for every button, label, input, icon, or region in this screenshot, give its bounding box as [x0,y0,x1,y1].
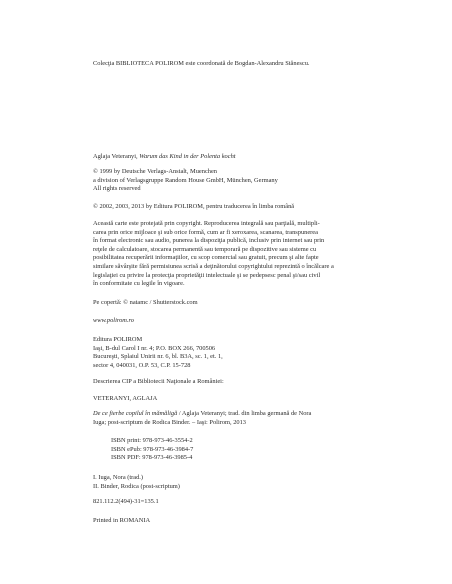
original-copyright-line: a division of Verlagsgruppe Random House GmbH, München, Germany [93,176,278,184]
legal-notice-line: carea prin orice mijloace şi sub orice formă, cum ar fi xeroxarea, scanarea, transpunerea [93,228,318,236]
cip-book-title: De ce fierbe copilul în mămăligă [93,410,178,417]
cip-author-text: VETERANYI, AGLAJA [93,395,158,402]
legal-notice-line: reţele de calculatoare, stocarea permanentă sau temporară pe dispozitive sau sisteme cu [93,245,317,253]
contributor-postscript: II. Binder, Rodica (post-scriptum) [93,482,180,490]
cip-description-line-1 [93,410,393,419]
website [93,317,393,326]
original-copyright [93,168,393,194]
legal-notice [93,220,393,289]
cover-credit-text: Pe copertă: © natamc / Shutterstock.com [93,299,198,306]
publisher-line: sector 4, 040031, O.P. 53, C.P. 15-728 [93,361,191,369]
legal-notice-line: în conformitate cu legile în vigoare. [93,280,185,288]
legal-notice-line: posibilitatea recuperării informaţiilor, cu scop comercial sau gratuit, precum şi alte fapte [93,254,319,262]
cip-description-line-2: Iuga; post-scriptum de Rodica Binder. – Iaşi: Polirom, 2013 [93,418,247,426]
legal-notice-line: legislaţiei cu privire la protecţia proprietăţii intelectuale şi se pedepsesc penal şi/sau civil [93,271,321,279]
original-title-text: Warum das Kind in der Polenta kocht [139,153,236,160]
original-author: Aglaja Veteranyi, [93,153,138,160]
isbn-list [93,437,411,463]
legal-notice-line: similare săvârşite fără permisiunea scrisă a deţinătorului copyrightului reprezintă o încălcare a [93,262,334,270]
translation-copyright-text: © 2002, 2003, 2013 by Editura POLIROM, pentru traducerea în limba română [93,203,295,210]
series-note-text: Colecţia BIBLIOTECA POLIROM este coordonată de Bogdan-Alexandru Stănescu. [93,60,310,67]
original-copyright-line: © 1999 by Deutsche Verlags-Anstalt, Muenchen [93,168,218,175]
cip-author [93,395,393,404]
original-copyright-line: All rights reserved [93,185,141,193]
legal-notice-line: Această carte este protejată prin copyright. Reproducerea integrală sau parţială, multipli- [93,220,320,227]
classification [93,498,393,507]
cip-description-rest: / Aglaja Veteranyi; trad. din limba germană de Nora [177,410,312,417]
cip-title [93,378,393,387]
translation-copyright [93,203,393,212]
cover-credit [93,299,393,308]
publisher-line: Editura POLIROM [93,336,143,343]
website-link: www.polirom.ro [93,317,134,324]
contributor-translator: I. Iuga, Nora (trad.) [93,474,144,481]
original-title [93,153,393,162]
cip-title-text: Descrierea CIP a Bibliotecii Naţionale a României: [93,378,224,385]
printed-in-text: Printed in ROMANIA [93,517,151,524]
series-note [93,60,393,69]
contributors-list [93,474,393,491]
publisher-line: Iaşi, B-dul Carol I nr. 4; P.O. BOX 266, 700506 [93,344,216,352]
cip-description [93,410,393,427]
printed-in [93,517,393,526]
publisher-address [93,336,393,370]
classification-code: 821.112.2(494)-31=135.1 [93,498,159,505]
isbn-epub: ISBN ePub: 978-973-46-3984-7 [111,445,194,453]
publisher-line: Bucureşti, Splaiul Unirii nr. 6, bl. B3A, sc. 1, et. 1, [93,353,223,361]
isbn-print: ISBN print: 978-973-46-3554-2 [111,437,193,444]
legal-notice-line: în format electronic sau audio, punerea la dispoziţia publică, inclusiv prin internet sau prin [93,237,325,245]
isbn-pdf: ISBN PDF: 978-973-46-3985-4 [111,454,193,462]
